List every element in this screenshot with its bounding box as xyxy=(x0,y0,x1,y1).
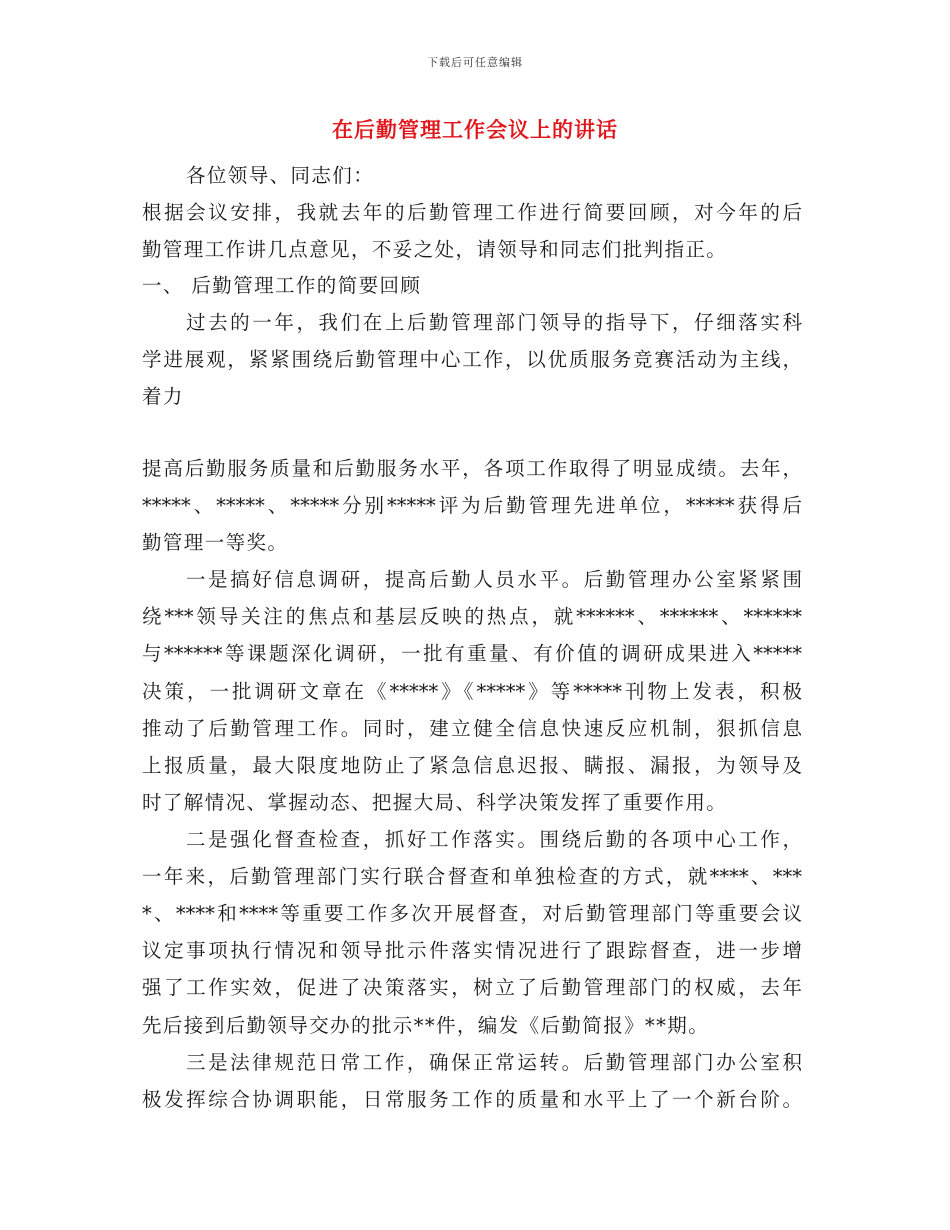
text-line: 时了解情况、掌握动态、把握大局、科学决策发挥了重要作用。 xyxy=(142,791,728,814)
text-line: *****、*****、*****分别*****评为后勤管理先进单位，*****获得后 xyxy=(142,494,802,517)
header-note: 下载后可任意编辑 xyxy=(427,56,523,69)
text-line: *、****和****等重要工作多次开展督查，对后勤管理部门等重要会议 xyxy=(142,902,802,925)
text-line: 极发挥综合协调职能，日常服务工作的质量和水平上了一个新台阶。 xyxy=(142,1088,802,1111)
text-line: 一是搞好信息调研，提高后勤人员水平。后勤管理办公室紧紧围 xyxy=(186,568,802,591)
text-line: 绕***领导关注的焦点和基层反映的热点，就******、******、****** xyxy=(142,605,802,628)
text-line: 一年来，后勤管理部门实行联合督查和单独检查的方式，就****、*** xyxy=(142,865,802,888)
text-line: 根据会议安排，我就去年的后勤管理工作进行简要回顾，对今年的后 xyxy=(142,201,802,224)
text-line: 先后接到后勤领导交办的批示**件，编发《后勤简报》**期。 xyxy=(142,1014,710,1037)
document-title: 在后勤管理工作会议上的讲话 xyxy=(332,117,618,142)
text-line: 议定事项执行情况和领导批示件落实情况进行了跟踪督查，进一步增 xyxy=(142,939,802,962)
text-line: 强了工作实效，促进了决策落实，树立了后勤管理部门的权威，去年 xyxy=(142,976,802,999)
text-line: 二是强化督查检查，抓好工作落实。围绕后勤的各项中心工作， xyxy=(186,828,802,851)
section-heading: 一、 后勤管理工作的简要回顾 xyxy=(142,274,422,297)
text-line: 勤管理工作讲几点意见，不妥之处，请领导和同志们批判指正。 xyxy=(142,238,728,261)
text-line: 过去的一年，我们在上后勤管理部门领导的指导下，仔细落实科 xyxy=(186,311,802,334)
text-line: 与******等课题深化调研，一批有重量、有价值的调研成果进入***** xyxy=(142,642,802,665)
text-line: 学进展观，紧紧围绕后勤管理中心工作，以优质服务竞赛活动为主线， xyxy=(142,348,802,371)
text-line: 着力 xyxy=(142,385,184,408)
text-line: 勤管理一等奖。 xyxy=(142,531,289,554)
text-line-salutation: 各位领导、同志们： xyxy=(186,164,375,187)
text-line: 决策，一批调研文章在《*****》《*****》等*****刊物上发表，积极 xyxy=(142,680,802,703)
text-line: 推动了后勤管理工作。同时，建立健全信息快速反应机制，狠抓信息 xyxy=(142,717,802,740)
text-line: 上报质量，最大限度地防止了紧急信息迟报、瞒报、漏报，为领导及 xyxy=(142,754,802,777)
text-line: 提高后勤服务质量和后勤服务水平，各项工作取得了明显成绩。去年， xyxy=(142,457,802,480)
text-line: 三是法律规范日常工作，确保正常运转。后勤管理部门办公室积 xyxy=(186,1051,802,1074)
